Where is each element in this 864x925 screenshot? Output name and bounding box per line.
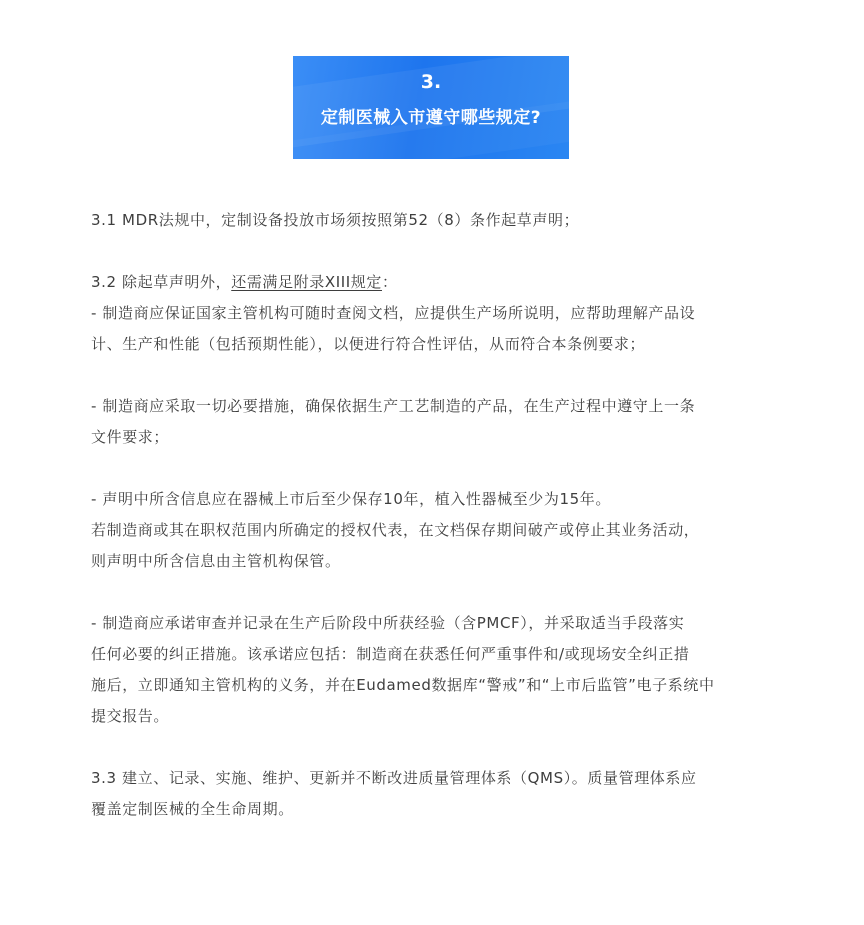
bullet-pmcf-line-2: 任何必要的纠正措施。该承诺应包括：制造商在获悉任何严重事件和/或现场安全纠正措 bbox=[91, 645, 690, 663]
bullet-documentation-line-2: 计、生产和性能（包括预期性能），以便进行符合性评估，从而符合本条例要求； bbox=[91, 335, 646, 353]
bullet-retention-line-3: 则声明中所含信息由主管机构保管。 bbox=[91, 552, 341, 570]
bullet-measures-line-1: - 制造商应采取一切必要措施，确保依据生产工艺制造的产品，在生产过程中遵守上一条 bbox=[91, 397, 696, 415]
article-body bbox=[91, 205, 781, 825]
bullet-documentation-line-1: - 制造商应保证国家主管机构可随时查阅文档，应提供生产场所说明，应帮助理解产品设 bbox=[91, 304, 696, 322]
paragraph-3-2-suffix: ： bbox=[381, 273, 398, 291]
section-number: 3. bbox=[420, 71, 442, 93]
bullet-retention-line-1: - 声明中所含信息应在器械上市后至少保存10年，植入性器械至少为15年。 bbox=[91, 490, 611, 508]
paragraph-3-3-line-1: 3.3 建立、记录、实施、维护、更新并不断改进质量管理体系（QMS）。质量管理体系应 bbox=[91, 769, 697, 787]
bullet-pmcf-line-4: 提交报告。 bbox=[91, 707, 170, 725]
bullet-measures-line-2: 文件要求； bbox=[91, 428, 170, 446]
paragraph-3-3-line-2: 覆盖定制医械的全生命周期。 bbox=[91, 800, 294, 818]
paragraph-3-1: 3.1 MDR法规中，定制设备投放市场须按照第52（8）条作起草声明； bbox=[91, 211, 580, 229]
bullet-pmcf-line-3: 施后，立即通知主管机构的义务，并在Eudamed数据库“警戒”和“上市后监管”电子系统中 bbox=[91, 676, 715, 694]
bullet-pmcf-line-1: - 制造商应承诺审查并记录在生产后阶段中所获经验（含PMCF），并采取适当手段落实 bbox=[91, 614, 685, 632]
section-title: 定制医械入市遵守哪些规定? bbox=[320, 108, 542, 128]
section-banner bbox=[293, 56, 569, 159]
annex-xiii-reference: 还需满足附录XIII规定 bbox=[231, 273, 382, 291]
bullet-retention-line-2: 若制造商或其在职权范围内所确定的授权代表，在文档保存期间破产或停止其业务活动， bbox=[91, 521, 700, 539]
paragraph-3-2-prefix: 3.2 除起草声明外， bbox=[91, 273, 232, 291]
paragraph-3-2 bbox=[91, 267, 781, 298]
